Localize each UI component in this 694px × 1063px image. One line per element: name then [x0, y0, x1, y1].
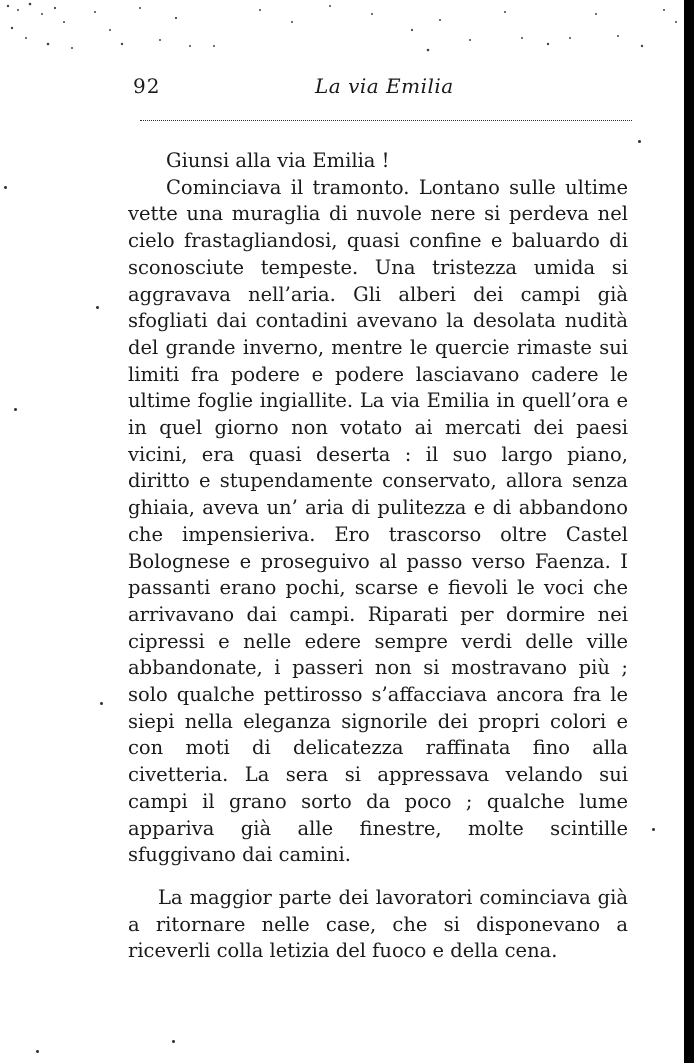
margin-speck	[100, 702, 103, 705]
margin-speck	[96, 306, 99, 309]
margin-speck	[652, 828, 655, 831]
margin-speck	[172, 1040, 175, 1043]
paragraph: Giunsi alla via Emilia !	[166, 149, 390, 172]
page-number: 92	[133, 74, 161, 98]
page-header	[133, 74, 628, 104]
header-rule	[140, 120, 632, 121]
margin-speck	[4, 186, 7, 189]
margin-speck	[14, 408, 17, 411]
body-text	[128, 148, 628, 965]
scan-specks	[0, 0, 694, 70]
margin-speck	[638, 140, 641, 143]
paragraph: La maggior parte dei lavoratori cominciava già a ritornare nelle case, che si disponevano a riceverli colla letizia del fuoco e della cena.	[128, 885, 628, 963]
scan-edge	[684, 0, 694, 1063]
margin-speck	[36, 1050, 39, 1053]
running-title: La via Emilia	[315, 74, 454, 98]
paragraph: Cominciava il tramonto. Lontano sulle ultime vette una muraglia di nuvole nere si perdeva nel cielo frastagliandosi, quasi confine e baluardo di sconosciute tempeste. Una tristezza umida si aggravava nell’aria. Gli alberi dei campi già sfogliati dai contadini avevano la desolata nudità del grande inverno, mentre le quercie rimaste sui limiti fra podere e podere lasciavano cadere le ultime foglie ingiallite. La via Emilia in quell’ora e in quel giorno non votato ai mercati dei paesi vicini, era quasi deserta : il suo largo piano, diritto e stupendamente conservato, allora senza ghiaia, aveva un’ aria di pulitezza e di abbandono che impensieriva. Ero trascorso oltre Castel Bolognese e proseguivo al passo verso Faenza. I passanti erano pochi, scarse e fievoli le voci che arrivavano dai campi. Riparati per dormire nei cipressi e nelle edere sempre verdi delle ville abbandonate, i passeri non si mostravano più ; solo qualche pettirosso s’affacciava ancora fra le siepi nella eleganza signorile dei propri colori e con moti di delicatezza raffinata fino alla civetteria. La sera si appressava velando sui campi il grano sorto da poco ; qualche lume appariva già alle finestre, molte scintille sfuggivano dai camini.	[128, 175, 628, 867]
